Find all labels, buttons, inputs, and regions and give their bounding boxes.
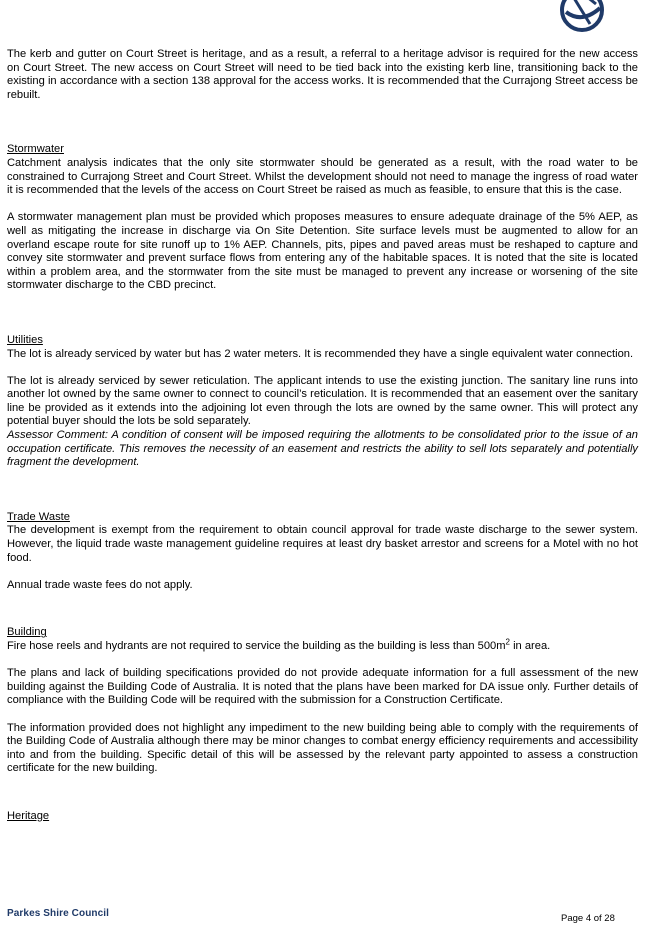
superscript-two: 2 (505, 637, 510, 647)
building-paragraph-1-end: in area. (509, 640, 551, 652)
stormwater-paragraph-2: A stormwater management plan must be provided which proposes measures to ensure adequate drainage of the 5% AEP, as well as mitigating the increase in discharge via On Site Detention. Site surface levels must be augmented to allow for an overland escape route for site runoff up to 1% AEP. Channels, pits, pipes and paved areas must be reshaped to capture and convey site stormwater and prevent surface flows from entering any of the habitable spaces. It is noted that the site is located within a problem area, and the stormwater from the site must be managed to prevent any increase or worsening of the site stormwater discharge to the CBD precinct. (7, 211, 638, 292)
stormwater-paragraph-1: Catchment analysis indicates that the only site stormwater should be generated as a result, with the road water to be constrained to Currajong Street and Court Street. Whilst the development should not need to manage the ingress of road water it is recommended that the levels of the access on Court Street be raised as much as feasible, to ensure that this is the case. (7, 156, 638, 197)
assessor-comment: Assessor Comment: A condition of consent will be imposed requiring the allotments to be consolidated prior to the issue of an occupation certificate. This removes the necessity of an easement and restricts the ability to sell lots separately and potentially fragment the development. (7, 429, 638, 469)
council-emblem-icon (556, 0, 608, 36)
trade-waste-paragraph-2: Annual trade waste fees do not apply. (7, 578, 193, 591)
building-paragraph-1-text: Fire hose reels and hydrants are not required to service the building as the building is less than 500m (7, 640, 506, 652)
stormwater-heading: Stormwater (7, 143, 64, 156)
heritage-heading: Heritage (7, 809, 50, 822)
intro-paragraph: The kerb and gutter on Court Street is heritage, and as a result, a referral to a heritage advisor is required for the new access on Court Street. The new access on Court Street will need to be tied back into the existing kerb line, transitioning back to the existing in accordance with a section 138 approval for the access works. It is recommended that the Currajong Street access be rebuilt. (7, 48, 638, 101)
page-number: Page 4 of 28 (561, 913, 615, 924)
building-heading: Building (7, 626, 47, 639)
utilities-paragraph-1: The lot is already serviced by water but has 2 water meters. It is recommended they have a single equivalent water connection. (7, 347, 634, 360)
building-paragraph-2: The plans and lack of building specifications provided do not provide adequate information for a full assessment of the new building against the Building Code of Australia. It is noted that the plans have been marked for DA issue only. Further details of compliance with the Building Code will be required with the submission for a Construction Certificate. (7, 667, 638, 707)
utilities-heading: Utilities (7, 333, 43, 346)
document-body (7, 48, 638, 824)
trade-waste-heading: Trade Waste (7, 510, 70, 523)
utilities-paragraph-2: The lot is already serviced by sewer reticulation. The applicant intends to use the existing junction. The sanitary line runs into another lot owned by the same owner to connect to council’s reticulation. It is recommended that an easement over the sanitary line be provided as it extends into the adjoining lot even through the lots are owned by the same owner. This will protect any potential buyer should the lots be sold separately. (7, 374, 638, 428)
building-paragraph-3: The information provided does not highlight any impediment to the new building being able to comply with the requirements of the Building Code of Australia although there may be minor changes to combat energy efficiency requirements and accessibility into and from the building. Specific detail of this will be assessed by the relevant party appointed to assess a construction certificate for the new building. (7, 721, 638, 775)
building-paragraph-1 (7, 637, 638, 654)
trade-waste-paragraph-1: The development is exempt from the requirement to obtain council approval for trade waste discharge to the sewer system. However, the liquid trade waste management guideline requires at least dry basket arrestor and screens for a Motel with no hot food. (7, 524, 638, 564)
footer-brand: Parkes Shire Council (7, 908, 110, 919)
